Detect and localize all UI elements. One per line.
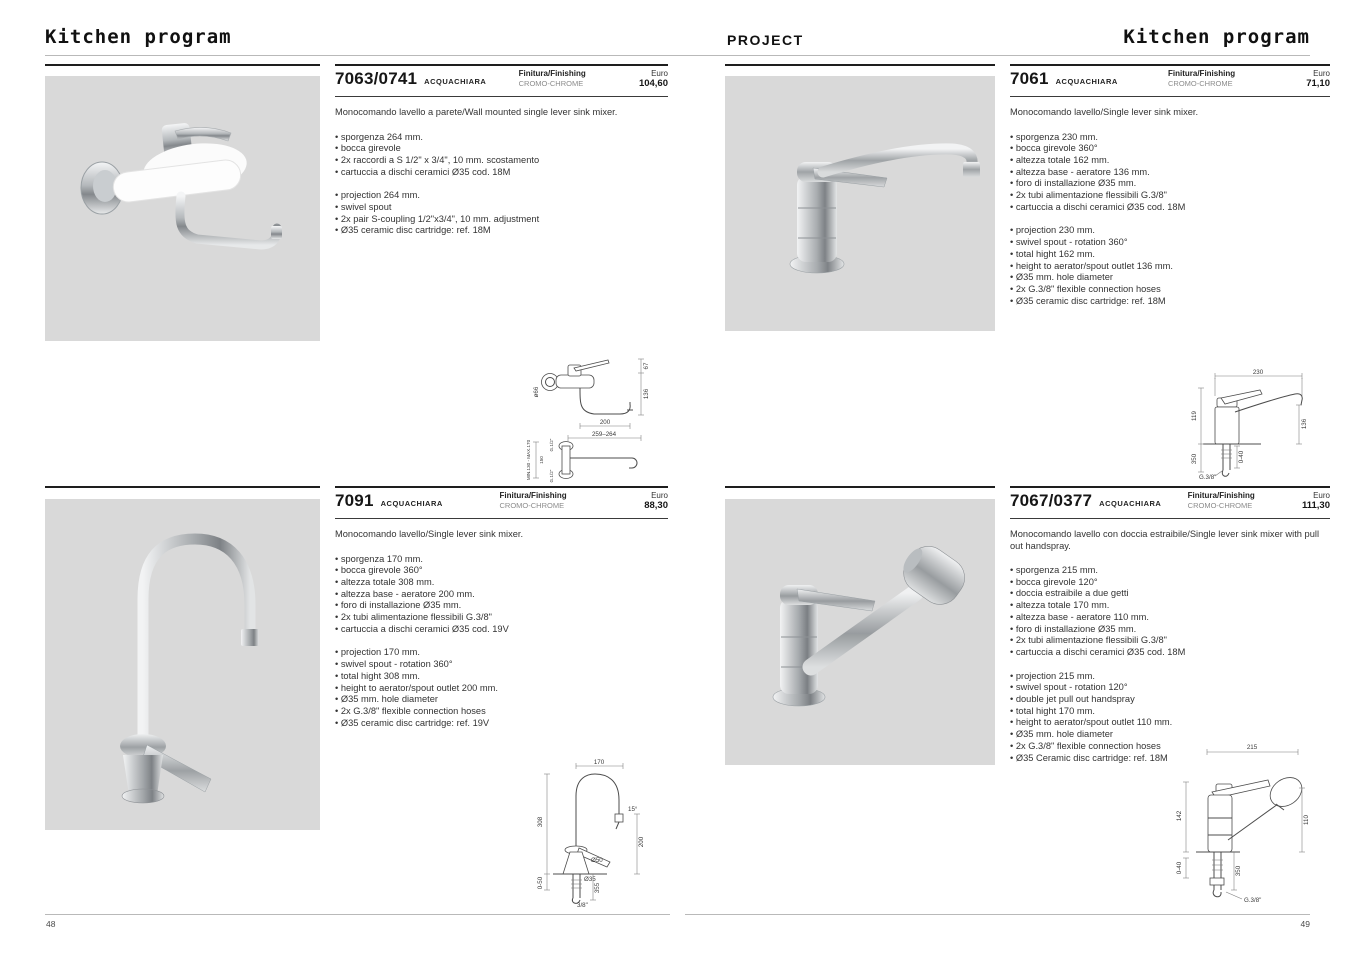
- finishing-value: CROMO-CHROME: [1187, 501, 1253, 510]
- spec-item: • swivel spout - rotation 120°: [1010, 682, 1330, 694]
- dim-label: G.1/2": [549, 469, 554, 483]
- technical-drawing-7063: [522, 352, 667, 483]
- dim-label: MIN.130 - MAX.170: [526, 439, 531, 481]
- dim-label: 200: [599, 419, 611, 426]
- dim-label: 3/8": [577, 902, 588, 909]
- euro-label: Euro: [1313, 69, 1330, 78]
- page-number-right: 49: [1300, 919, 1310, 929]
- spec-item: • altezza base - aeratore 200 mm.: [335, 589, 668, 601]
- finishing-label: Finitura/Finishing: [518, 69, 586, 78]
- spec-item: • projection 230 mm.: [1010, 225, 1330, 237]
- spec-item: • projection 170 mm.: [335, 647, 668, 659]
- dim-label: 170: [593, 759, 605, 766]
- dim-label: 136: [643, 388, 650, 400]
- finishing-label: Finitura/Finishing: [1187, 491, 1255, 500]
- spec-list-italian: [1010, 132, 1330, 214]
- dim-label: 308: [537, 816, 544, 828]
- spec-list-english: [335, 647, 668, 729]
- product-description: Monocomando lavello/Single lever sink mixer.: [335, 529, 524, 539]
- dim-label: 142: [1176, 810, 1183, 822]
- spec-item: • sporgenza 230 mm.: [1010, 132, 1330, 144]
- spec-item: • cartuccia a dischi ceramici Ø35 cod. 19V: [335, 624, 668, 636]
- faucet-photo-illustration: [725, 499, 995, 765]
- spec-item: • swivel spout: [335, 202, 668, 214]
- page-title-right: Kitchen program: [1123, 26, 1310, 48]
- spec-item: • swivel spout - rotation 360°: [335, 659, 668, 671]
- spec-item: • foro di installazione Ø35 mm.: [335, 600, 668, 612]
- spec-item: • Ø35 mm. hole diameter: [1010, 729, 1330, 741]
- spec-item: • altezza totale 170 mm.: [1010, 600, 1330, 612]
- spec-item: • sporgenza 170 mm.: [335, 554, 668, 566]
- product-code: 7063/0741: [335, 69, 418, 88]
- product-photo-sink-mixer: [725, 76, 995, 331]
- spec-item: • height to aerator/spout outlet 110 mm.: [1010, 717, 1330, 729]
- spec-item: • bocca girevole 360°: [335, 565, 668, 577]
- dim-label: 350: [1235, 865, 1242, 877]
- spec-item: • projection 215 mm.: [1010, 671, 1330, 683]
- spec-item: • bocca girevole 360°: [1010, 143, 1330, 155]
- product-code: 7061: [1010, 69, 1049, 88]
- dim-label: G.3/8": [1199, 474, 1217, 481]
- spec-item: • swivel spout - rotation 360°: [1010, 237, 1330, 249]
- dim-label: Ø50: [591, 857, 603, 864]
- euro-label: Euro: [651, 69, 668, 78]
- spec-item: • Ø35 mm. hole diameter: [335, 694, 668, 706]
- dim-label: 200: [638, 836, 645, 848]
- dim-label: ø66: [533, 386, 540, 398]
- footer-rule: [45, 914, 670, 915]
- euro-label: Euro: [651, 491, 668, 500]
- dim-label: 136: [1301, 418, 1308, 430]
- product-price: 88,30: [644, 500, 668, 511]
- product-header: [1010, 64, 1330, 97]
- spec-item: • bocca girevole: [335, 143, 668, 155]
- section-rule: [725, 486, 995, 488]
- technical-drawing-7091: [535, 756, 655, 908]
- spec-list-english: [335, 190, 668, 237]
- spec-item: • total hight 308 mm.: [335, 671, 668, 683]
- spec-item: • projection 264 mm.: [335, 190, 668, 202]
- product-code: 7067/0377: [1010, 491, 1093, 510]
- faucet-photo-illustration: [45, 499, 320, 830]
- spec-item: • 2x tubi alimentazione flessibili G.3/8": [1010, 635, 1330, 647]
- spec-item: • height to aerator/spout outlet 200 mm.: [335, 683, 668, 695]
- spec-item: • Ø35 mm. hole diameter: [1010, 272, 1330, 284]
- section-rule: [45, 486, 320, 488]
- spec-item: • total hight 170 mm.: [1010, 706, 1330, 718]
- product-name: ACQUACHIARA: [1055, 77, 1118, 86]
- dim-label: 150: [539, 456, 544, 464]
- spec-item: • 2x G.3/8" flexible connection hoses: [1010, 741, 1330, 753]
- header-rule: [45, 55, 1310, 56]
- product-price: 71,10: [1306, 78, 1330, 89]
- dim-label: 119: [1191, 411, 1198, 421]
- dim-label: Ø35: [584, 876, 596, 883]
- spec-item: • altezza base - aeratore 110 mm.: [1010, 612, 1330, 624]
- series-title: PROJECT: [727, 32, 804, 48]
- spec-item: • 2x G.3/8" flexible connection hoses: [1010, 284, 1330, 296]
- spec-item: • bocca girevole 120°: [1010, 577, 1330, 589]
- dim-label: 0-40: [1176, 861, 1183, 875]
- euro-label: Euro: [1313, 491, 1330, 500]
- spec-item: • Ø35 ceramic disc cartridge: ref. 18M: [1010, 296, 1330, 308]
- product-photo-wall-mixer: [45, 76, 320, 341]
- section-rule: [45, 64, 320, 66]
- product-description: Monocomando lavello a parete/Wall mounted single lever sink mixer.: [335, 107, 618, 117]
- spec-item: • sporgenza 264 mm.: [335, 132, 668, 144]
- spec-item: • total hight 162 mm.: [1010, 249, 1330, 261]
- finishing-value: CROMO-CHROME: [499, 501, 565, 510]
- product-code: 7091: [335, 491, 374, 510]
- spec-item: • cartuccia a dischi ceramici Ø35 cod. 18M: [335, 167, 668, 179]
- dim-label: G.3/8": [1244, 897, 1262, 904]
- spec-item: • Ø35 ceramic disc cartridge: ref. 18M: [335, 225, 668, 237]
- product-header: [1010, 486, 1330, 519]
- spec-list-english: [1010, 225, 1330, 307]
- product-info-7063: [335, 64, 668, 249]
- spec-item: • height to aerator/spout outlet 136 mm.: [1010, 261, 1330, 273]
- dim-label: 215: [1246, 744, 1258, 751]
- spec-item: • Ø35 Ceramic disc cartridge: ref. 18M: [1010, 753, 1330, 765]
- spec-list-italian: [1010, 565, 1330, 659]
- finishing-value: CROMO-CHROME: [1168, 79, 1233, 88]
- dim-label: 67: [643, 362, 650, 370]
- spec-list-italian: [335, 554, 668, 636]
- spec-item: • double jet pull out handspray: [1010, 694, 1330, 706]
- product-name: ACQUACHIARA: [1099, 499, 1162, 508]
- product-photo-gooseneck-mixer: [45, 499, 320, 830]
- spec-item: • foro di installazione Ø35 mm.: [1010, 178, 1330, 190]
- section-rule: [725, 64, 995, 66]
- spec-item: • 2x tubi alimentazione flessibili G.3/8": [1010, 190, 1330, 202]
- spec-item: • 2x tubi alimentazione flessibili G.3/8": [335, 612, 668, 624]
- product-name: ACQUACHIARA: [380, 499, 443, 508]
- dim-label: 350: [1191, 453, 1198, 465]
- product-photo-pullout-mixer: [725, 499, 995, 765]
- dim-label: 0-50: [537, 876, 544, 890]
- product-header: [335, 64, 668, 97]
- spec-item: • 2x G.3/8" flexible connection hoses: [335, 706, 668, 718]
- technical-drawing-7067: [1172, 740, 1310, 908]
- footer-rule: [685, 914, 1310, 915]
- finishing-label: Finitura/Finishing: [499, 491, 567, 500]
- product-header: [335, 486, 668, 519]
- spec-item: • doccia estraibile a due getti: [1010, 588, 1330, 600]
- dim-label: 0-40: [1238, 450, 1245, 464]
- spec-item: • cartuccia a dischi ceramici Ø35 cod. 18M: [1010, 647, 1330, 659]
- page-number-left: 48: [46, 919, 56, 929]
- finishing-value: CROMO-CHROME: [518, 79, 584, 88]
- spec-item: • sporgenza 215 mm.: [1010, 565, 1330, 577]
- dim-label: 110: [1303, 815, 1310, 825]
- finishing-label: Finitura/Finishing: [1168, 69, 1236, 78]
- spec-item: • 2x pair S-coupling 1/2"x3/4", 10 mm. adjustment: [335, 214, 668, 226]
- product-description: Monocomando lavello con doccia estraibile/Single lever sink mixer with pull out handspray.: [1010, 529, 1320, 551]
- spec-item: • Ø35 ceramic disc cartridge: ref. 19V: [335, 718, 668, 730]
- product-price: 111,30: [1301, 500, 1330, 511]
- spec-item: • 2x raccordi a S 1/2" x 3/4", 10 mm. scostamento: [335, 155, 668, 167]
- product-info-7061: [1010, 64, 1330, 319]
- faucet-photo-illustration: [45, 76, 320, 341]
- spec-list-italian: [335, 132, 668, 179]
- spec-item: • altezza totale 162 mm.: [1010, 155, 1330, 167]
- faucet-photo-illustration: [725, 76, 995, 331]
- dim-label: 15°: [628, 806, 638, 813]
- dim-label: 259–264: [591, 431, 617, 438]
- spec-item: • cartuccia a dischi ceramici Ø35 cod. 18M: [1010, 202, 1330, 214]
- page-title-left: Kitchen program: [45, 26, 232, 48]
- spec-item: • foro di installazione Ø35 mm.: [1010, 624, 1330, 636]
- spec-item: • altezza totale 308 mm.: [335, 577, 668, 589]
- product-price: 104,60: [638, 78, 668, 89]
- product-description: Monocomando lavello/Single lever sink mixer.: [1010, 107, 1199, 117]
- spec-item: • altezza base - aeratore 136 mm.: [1010, 167, 1330, 179]
- dim-label: G.1/2": [549, 438, 554, 452]
- product-name: ACQUACHIARA: [424, 77, 487, 86]
- technical-drawing-7061: [1185, 366, 1310, 481]
- dim-label: 355: [594, 882, 601, 894]
- dim-label: 230: [1252, 369, 1264, 376]
- product-info-7091: [335, 486, 668, 741]
- product-info-7067: [1010, 486, 1330, 776]
